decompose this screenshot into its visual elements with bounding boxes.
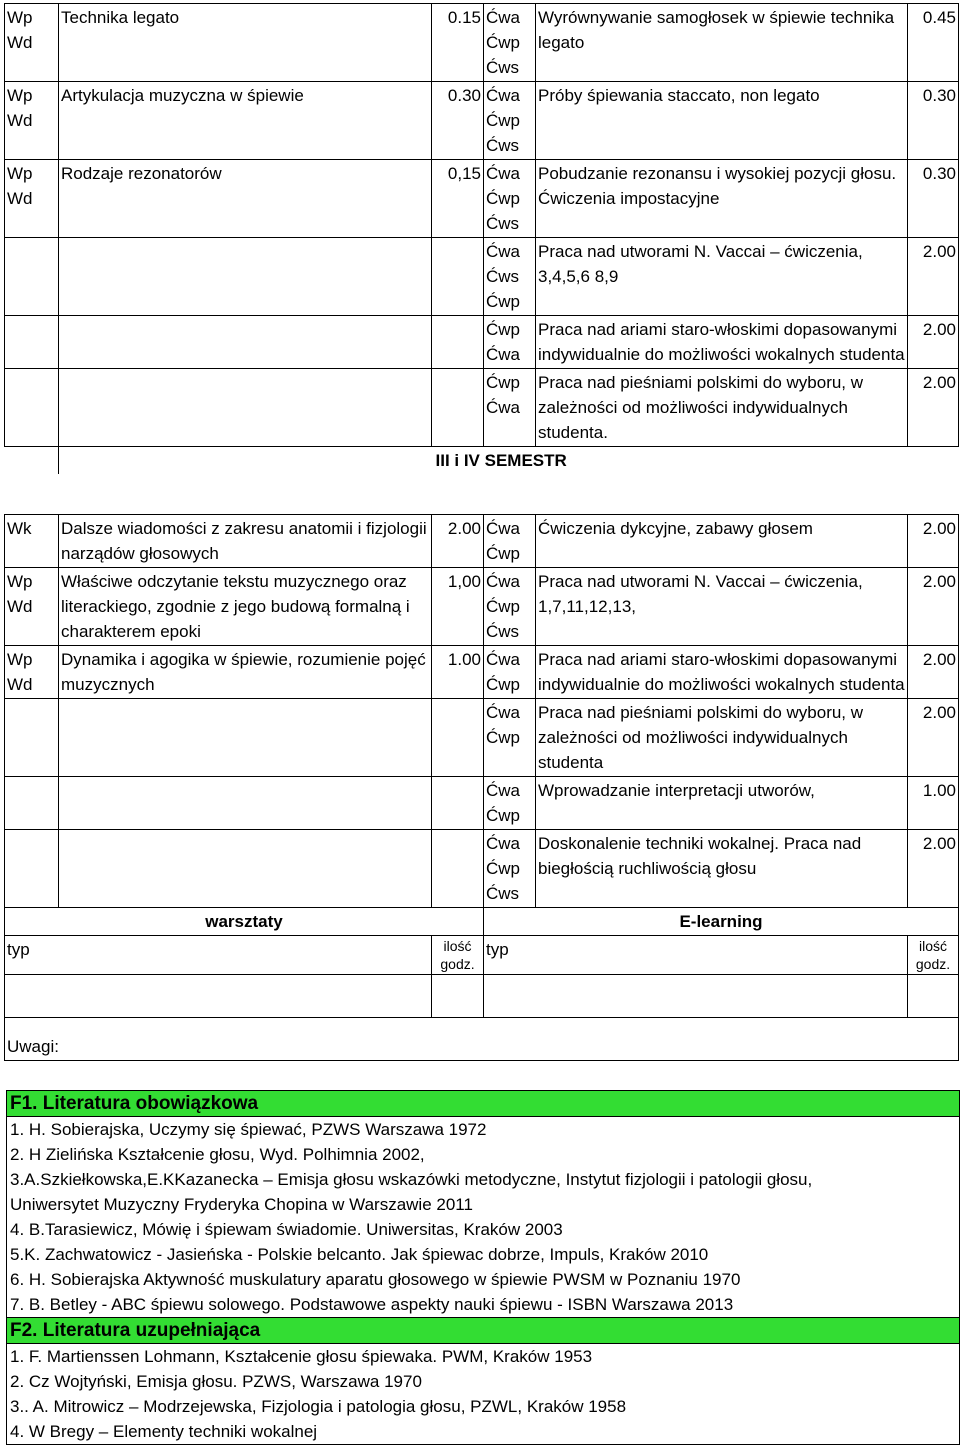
table-row bbox=[5, 238, 959, 316]
row-work: Ćwiczenia dykcyjne, zabawy głosem bbox=[536, 515, 908, 568]
row-type bbox=[5, 777, 59, 830]
row-forms: Ćwa Ćwp bbox=[484, 777, 536, 830]
row-work: Praca nad utworami N. Vaccai – ćwiczenia, 1,7,11,12,13, bbox=[536, 568, 908, 646]
row-type bbox=[5, 447, 59, 475]
row-topic: Technika legato bbox=[59, 4, 432, 82]
row-work-hours: 0.30 bbox=[908, 160, 959, 238]
f2-list bbox=[7, 1344, 959, 1444]
row-work-hours bbox=[908, 447, 959, 475]
table-row bbox=[5, 568, 959, 646]
row-type bbox=[5, 316, 59, 369]
row-hours bbox=[432, 316, 484, 369]
literature-item: 1. F. Martienssen Lohmann, Kształcenie głosu śpiewaka. PWM, Kraków 1953 bbox=[10, 1347, 593, 1366]
row-topic: Rodzaje rezonatorów bbox=[59, 160, 432, 238]
row-hours: 0,15 bbox=[432, 160, 484, 238]
row-work: Próby śpiewania staccato, non legato bbox=[536, 82, 908, 160]
row-forms: Ćwa Ćwp Ćws bbox=[484, 160, 536, 238]
row-topic: Dynamika i agogika w śpiewie, rozumienie pojęć muzycznych bbox=[59, 646, 432, 699]
literature-item: 4. W Bregy – Elementy techniki wokalnej bbox=[10, 1422, 318, 1441]
row-forms: Ćwp Ćwa bbox=[484, 369, 536, 447]
elearning-heading: E-learning bbox=[484, 908, 959, 936]
f1-title: F1. Literatura obowiązkowa bbox=[7, 1091, 959, 1117]
warsztaty-heading: warsztaty bbox=[5, 908, 484, 936]
row-topic: Artykulacja muzyczna w śpiewie bbox=[59, 82, 432, 160]
empty-row bbox=[5, 975, 959, 1018]
row-work: Praca nad pieśniami polskimi do wyboru, w zależności od możliwości indywidualnych studenta. bbox=[536, 369, 908, 447]
row-topic bbox=[59, 238, 432, 316]
literature-item: 2. H Zielińska Kształcenie głosu, Wyd. Polhimnia 2002, bbox=[10, 1145, 425, 1164]
semester-row bbox=[5, 447, 959, 475]
row-type: Wk bbox=[5, 515, 59, 568]
row-type: Wp Wd bbox=[5, 646, 59, 699]
row-hours: 0.30 bbox=[432, 82, 484, 160]
row-forms: Ćwa Ćwp bbox=[484, 515, 536, 568]
row-work: Pobudzanie rezonansu i wysokiej pozycji głosu. Ćwiczenia impostacyjne bbox=[536, 160, 908, 238]
ilosc-label-elearning: ilość godz. bbox=[908, 936, 959, 975]
row-type bbox=[5, 369, 59, 447]
uwagi-row bbox=[5, 1018, 959, 1061]
row-hours bbox=[432, 369, 484, 447]
row-forms: Ćwa Ćws Ćwp bbox=[484, 238, 536, 316]
row-topic: Właściwe odczytanie tekstu muzycznego oraz literackiego, zgodnie z jego budową formalną i charakterem epoki bbox=[59, 568, 432, 646]
row-topic bbox=[59, 369, 432, 447]
table-row bbox=[5, 369, 959, 447]
typ-row bbox=[5, 936, 959, 975]
literature-section bbox=[6, 1090, 960, 1445]
row-work: Praca nad ariami staro-włoskimi dopasowanymi indywidualnie do możliwości wokalnych studenta bbox=[536, 646, 908, 699]
empty-cell bbox=[484, 975, 908, 1018]
row-work-hours: 2.00 bbox=[908, 316, 959, 369]
spacer bbox=[5, 474, 959, 494]
row-hours bbox=[432, 699, 484, 777]
row-topic bbox=[59, 316, 432, 369]
table-row bbox=[5, 316, 959, 369]
row-type bbox=[5, 830, 59, 908]
literature-item: 6. H. Sobierajska Aktywność muskulatury aparatu głosowego w śpiewie PWSM w Poznaniu 1970 bbox=[10, 1270, 741, 1289]
empty-cell bbox=[5, 975, 432, 1018]
row-hours bbox=[432, 777, 484, 830]
row-forms: Ćwp Ćwa bbox=[484, 316, 536, 369]
table-row bbox=[5, 646, 959, 699]
row-topic: Dalsze wiadomości z zakresu anatomii i fizjologii narządów głosowych bbox=[59, 515, 432, 568]
row-forms: Ćwa Ćwp bbox=[484, 646, 536, 699]
literature-item: 5.K. Zachwatowicz - Jasieńska - Polskie belcanto. Jak śpiewac dobrze, Impuls, Kraków 2010 bbox=[10, 1245, 709, 1264]
row-work-hours: 2.00 bbox=[908, 369, 959, 447]
ilosc-label: ilość godz. bbox=[432, 936, 484, 975]
f1-list bbox=[7, 1117, 959, 1317]
literature-item: 7. B. Betley - ABC śpiewu solowego. Podstawowe aspekty nauki śpiewu - ISBN Warszawa 2013 bbox=[10, 1295, 734, 1314]
uwagi-label: Uwagi: bbox=[5, 1018, 959, 1061]
row-hours: 1.00 bbox=[432, 646, 484, 699]
row-forms: Ćwa Ćwp bbox=[484, 699, 536, 777]
literature-item: 2. Cz Wojtyński, Emisja głosu. PZWS, Warszawa 1970 bbox=[10, 1372, 422, 1391]
row-hours bbox=[432, 238, 484, 316]
row-work-hours: 0.45 bbox=[908, 4, 959, 82]
row-work-hours: 2.00 bbox=[908, 646, 959, 699]
semester-heading: III i IV SEMESTR bbox=[432, 447, 908, 475]
literature-item: 1. H. Sobierajska, Uczymy się śpiewać, PZWS Warszawa 1972 bbox=[10, 1120, 487, 1139]
row-work-hours: 1.00 bbox=[908, 777, 959, 830]
row-work: Praca nad utworami N. Vaccai – ćwiczenia, 3,4,5,6 8,9 bbox=[536, 238, 908, 316]
row-type bbox=[5, 238, 59, 316]
row-work: Doskonalenie techniki wokalnej. Praca nad biegłością ruchliwością głosu bbox=[536, 830, 908, 908]
empty-cell bbox=[908, 975, 959, 1018]
row-hours: 2.00 bbox=[432, 515, 484, 568]
empty-cell bbox=[432, 975, 484, 1018]
bottom-table bbox=[4, 514, 959, 1061]
row-hours: 0.15 bbox=[432, 4, 484, 82]
typ-label-elearning: typ bbox=[484, 936, 908, 975]
table-row bbox=[5, 4, 959, 82]
literature-item: 4. B.Tarasiewicz, Mówię i śpiewam świadomie. Uniwersitas, Kraków 2003 bbox=[10, 1220, 563, 1239]
row-work-hours: 2.00 bbox=[908, 568, 959, 646]
row-work-hours: 2.00 bbox=[908, 238, 959, 316]
row-work: Praca nad ariami staro-włoskimi dopasowanymi indywidualnie do możliwości wokalnych studenta bbox=[536, 316, 908, 369]
row-work: Wyrównywanie samogłosek w śpiewie technika legato bbox=[536, 4, 908, 82]
literature-item: 3.A.Szkiełkowska,E.KKazanecka – Emisja głosu wskazówki metodyczne, Instytut fizjologii i patologii głosu, bbox=[10, 1170, 813, 1189]
row-type: Wp Wd bbox=[5, 160, 59, 238]
table-row bbox=[5, 515, 959, 568]
typ-label: typ bbox=[5, 936, 432, 975]
f2-title: F2. Literatura uzupełniająca bbox=[7, 1317, 959, 1344]
table-row bbox=[5, 699, 959, 777]
row-work-hours: 0.30 bbox=[908, 82, 959, 160]
row-work: Wprowadzanie interpretacji utworów, bbox=[536, 777, 908, 830]
row-type bbox=[5, 699, 59, 777]
row-hours: 1,00 bbox=[432, 568, 484, 646]
row-forms: Ćwa Ćwp Ćws bbox=[484, 82, 536, 160]
row-topic bbox=[59, 447, 432, 475]
table-row bbox=[5, 160, 959, 238]
literature-item: Uniwersytet Muzyczny Fryderyka Chopina w Warszawie 2011 bbox=[10, 1195, 473, 1214]
row-hours bbox=[432, 830, 484, 908]
row-topic bbox=[59, 777, 432, 830]
row-work-hours: 2.00 bbox=[908, 515, 959, 568]
row-forms: Ćwa Ćwp Ćws bbox=[484, 568, 536, 646]
row-topic bbox=[59, 830, 432, 908]
table-row bbox=[5, 777, 959, 830]
row-forms: Ćwa Ćwp Ćws bbox=[484, 830, 536, 908]
row-work-hours: 2.00 bbox=[908, 699, 959, 777]
row-type: Wp Wd bbox=[5, 82, 59, 160]
row-topic bbox=[59, 699, 432, 777]
row-forms: Ćwa Ćwp Ćws bbox=[484, 4, 536, 82]
row-work: Praca nad pieśniami polskimi do wyboru, w zależności od możliwości indywidualnych studenta bbox=[536, 699, 908, 777]
row-type: Wp Wd bbox=[5, 4, 59, 82]
table-row bbox=[5, 830, 959, 908]
literature-item: 3.. A. Mitrowicz – Modrzejewska, Fizjologia i patologia głosu, PZWL, Kraków 1958 bbox=[10, 1397, 627, 1416]
spacer-row bbox=[5, 474, 959, 494]
section-header-row bbox=[5, 908, 959, 936]
row-work-hours: 2.00 bbox=[908, 830, 959, 908]
row-type: Wp Wd bbox=[5, 568, 59, 646]
top-table bbox=[4, 3, 959, 494]
table-row bbox=[5, 82, 959, 160]
